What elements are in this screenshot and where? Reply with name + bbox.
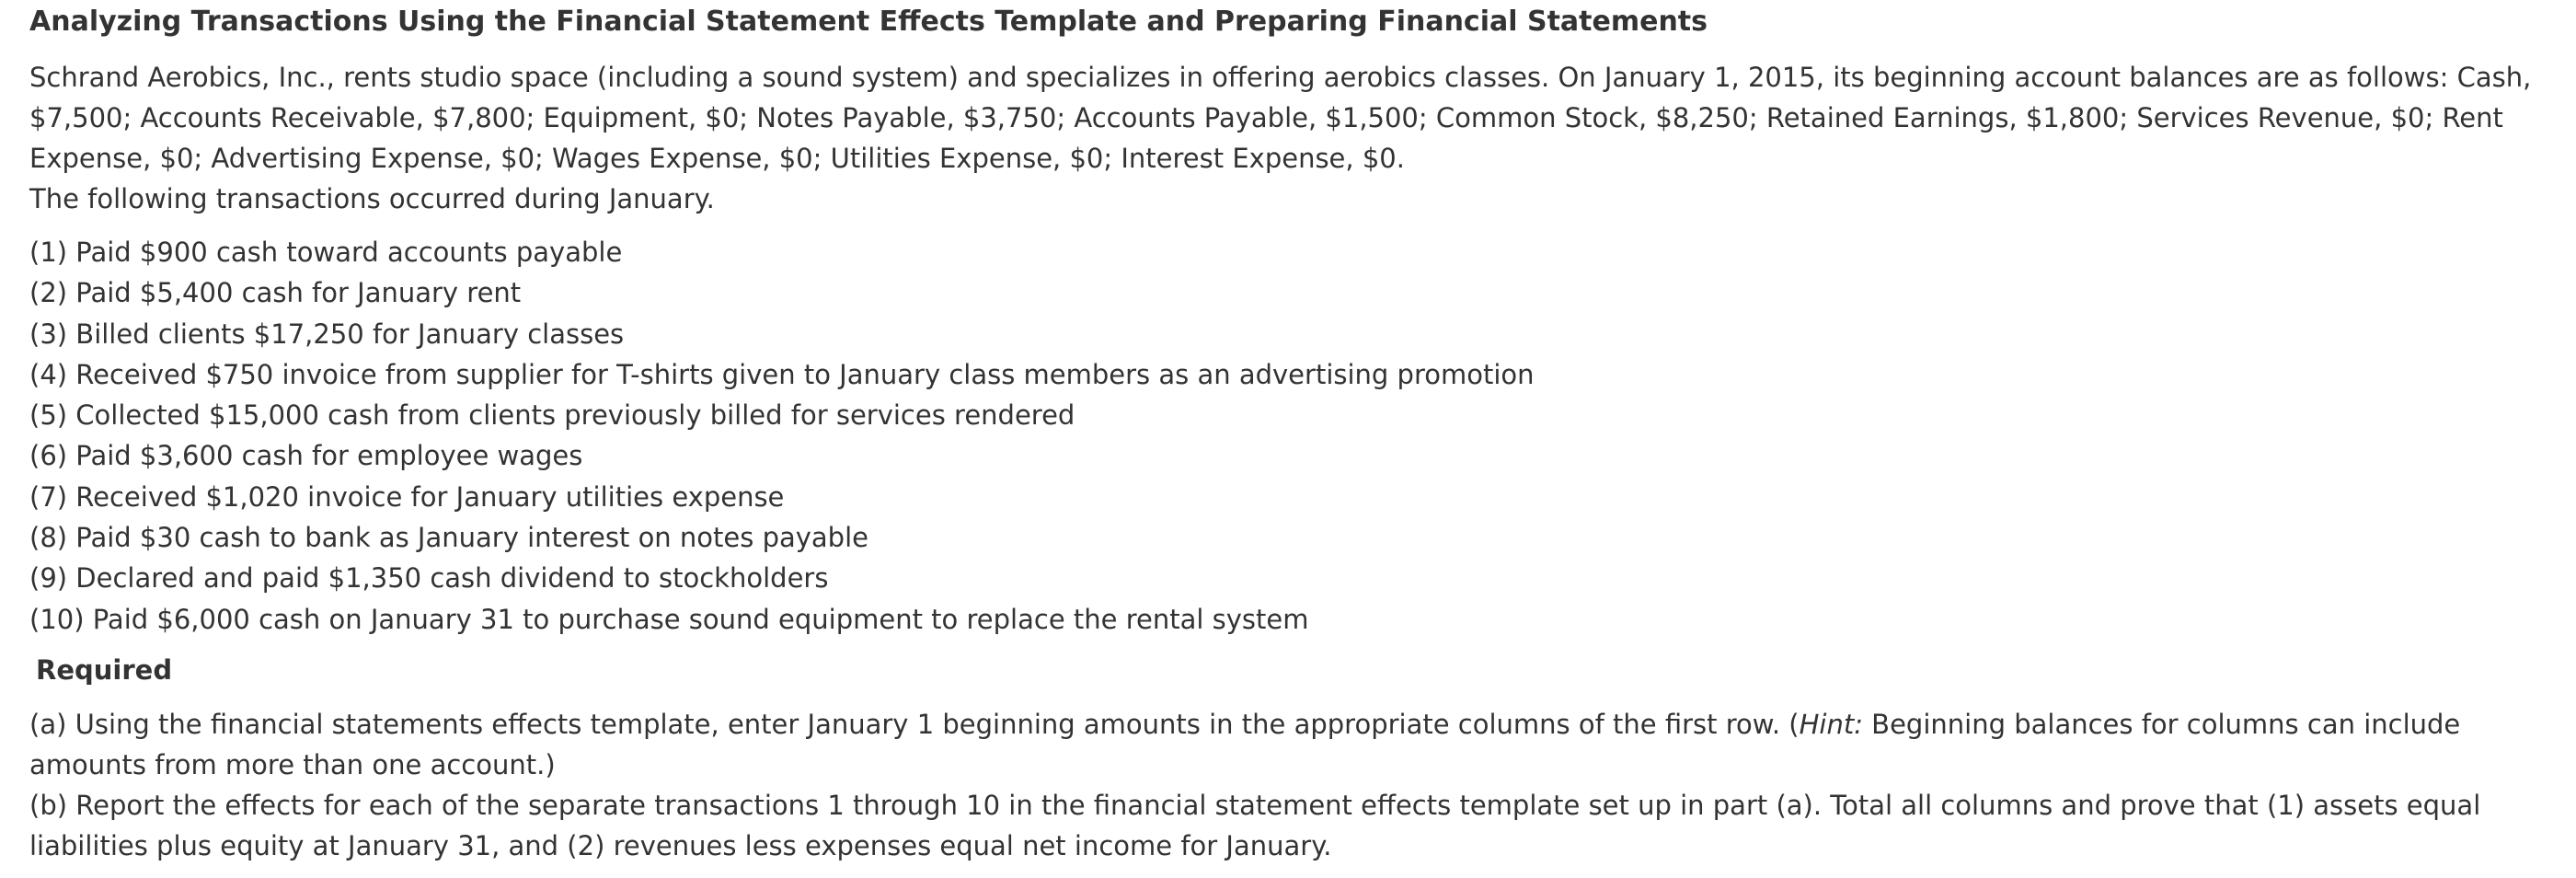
problem-title: Analyzing Transactions Using the Financial Statement Effects Template and Preparing Financial Statements xyxy=(29,6,1708,38)
transaction-item: (4) Received $750 invoice from supplier for T-shirts given to January class members as an advertising promotion xyxy=(29,358,1535,390)
hint-label: Hint: xyxy=(1799,709,1863,740)
transaction-item: (8) Paid $30 cash to bank as January interest on notes payable xyxy=(29,522,868,554)
transaction-item: (9) Declared and paid $1,350 cash dividend to stockholders xyxy=(29,562,829,595)
required-part-a xyxy=(29,704,2555,785)
required-part-b: (b) Report the effects for each of the separate transactions 1 through 10 in the financial statement effects template set up in part (a). Total all columns and prove that (1) assets equal liabilities plus equity at January 31, and (2) revenues less expenses equal net income for January. xyxy=(29,790,2481,861)
company-description: Schrand Aerobics, Inc., rents studio space (including a sound system) and specializes in offering aerobics classes. On January 1, 2015, its beginning account balances are as follows: Cash, $7,500; Accounts Receivable, $7,800; Equipment, $0; Notes Payable, $3,750; Accounts Payable, $1,500; Common Stock, $8,250; Retained Earnings, $1,800; Services Revenue, $0; Rent Expense, $0; Advertising Expense, $0; Wages Expense, $0; Utilities Expense, $0; Interest Expense, $0. xyxy=(29,62,2532,174)
transaction-item: (10) Paid $6,000 cash on January 31 to purchase sound equipment to replace the rental system xyxy=(29,603,1309,635)
transaction-item: (7) Received $1,020 invoice for January utilities expense xyxy=(29,480,785,513)
transaction-item: (3) Billed clients $17,250 for January classes xyxy=(29,318,625,350)
part-a-text-end: Beginning balances for columns can include amounts from more than one account.) xyxy=(29,709,2461,780)
transaction-item: (6) Paid $3,600 cash for employee wages xyxy=(29,440,583,472)
part-a-text-start: (a) Using the financial statements effects template, enter January 1 beginning amounts in the appropriate columns of the first row. ( xyxy=(29,709,1800,740)
transaction-item: (1) Paid $900 cash toward accounts payable xyxy=(29,237,623,268)
transaction-list xyxy=(29,232,1535,640)
transactions-lead: The following transactions occurred during January. xyxy=(29,183,715,214)
problem-intro xyxy=(29,57,2555,219)
transaction-item: (5) Collected $15,000 cash from clients previously billed for services rendered xyxy=(29,399,1075,432)
transaction-item: (2) Paid $5,400 cash for January rent xyxy=(29,277,522,309)
required-heading: Required xyxy=(36,654,173,686)
